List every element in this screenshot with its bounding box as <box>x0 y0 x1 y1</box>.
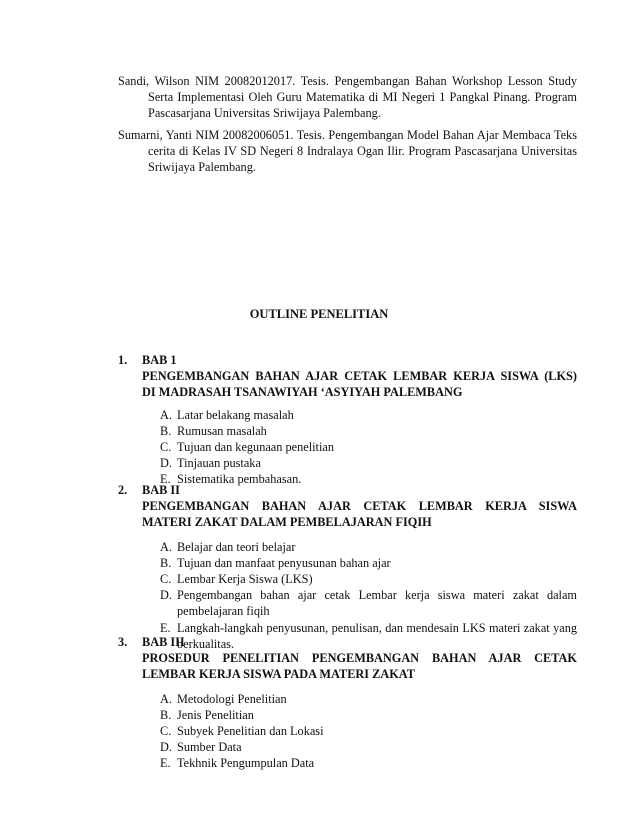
list-item <box>160 439 577 455</box>
outline-section-bab-3 <box>118 634 577 772</box>
item-text: Subyek Penelitian dan Lokasi <box>177 724 324 739</box>
item-letter: C. <box>160 724 172 739</box>
item-letter: B. <box>160 707 172 722</box>
item-letter: E. <box>160 472 171 487</box>
item-letter: E. <box>160 756 171 771</box>
item-text: Tinjauan pustaka <box>177 456 261 471</box>
item-letter: D. <box>160 740 172 755</box>
reference-entry-sandi: Sandi, Wilson NIM 20082012017. Tesis. Pengembangan Bahan Workshop Lesson Study Serta Implementasi Oleh Guru Matematika di MI Negeri 1 Pangkal Pinang. Program Pascasarjana Universitas Sriwijaya Palembang. <box>118 74 577 121</box>
section-heading-line: PENGEMBANGAN BAHAN AJAR CETAK LEMBAR KERJA SISWA (LKS) <box>142 369 577 384</box>
item-letter: E. <box>160 620 171 635</box>
item-letter: A. <box>160 407 172 422</box>
bab-label: BAB III <box>142 635 185 649</box>
section-item-list <box>160 407 577 488</box>
outline-title: OUTLINE PENELITIAN <box>249 307 389 321</box>
item-letter: B. <box>160 423 172 438</box>
list-item <box>160 539 577 555</box>
list-item <box>160 587 577 619</box>
item-letter: A. <box>160 691 172 706</box>
section-number: 3. <box>118 635 128 649</box>
list-item <box>160 571 577 587</box>
list-item <box>160 755 577 771</box>
item-text: Tujuan dan manfaat penyusunan bahan ajar <box>177 555 391 570</box>
list-item <box>160 555 577 571</box>
item-letter: D. <box>160 456 172 471</box>
item-letter: C. <box>160 440 172 455</box>
section-heading <box>142 498 577 530</box>
section-heading-line: PROSEDUR PENELITIAN PENGEMBANGAN BAHAN AJAR CETAK <box>142 651 577 666</box>
section-heading-last-line: LEMBAR KERJA SISWA PADA MATERI ZAKAT <box>142 667 415 682</box>
list-item <box>160 723 577 739</box>
item-letter: A. <box>160 539 172 554</box>
section-heading-line: PENGEMBANGAN BAHAN AJAR CETAK LEMBAR KERJA SISWA <box>142 499 577 514</box>
list-item <box>160 407 577 423</box>
item-letter: B. <box>160 555 172 570</box>
item-letter: C. <box>160 572 172 587</box>
section-number: 1. <box>118 353 128 367</box>
item-text: Latar belakang masalah <box>177 407 294 422</box>
item-text: Tekhnik Pengumpulan Data <box>177 756 315 771</box>
item-letter: D. <box>160 588 172 603</box>
item-text: Sistematika pembahasan. <box>177 472 302 487</box>
section-heading <box>142 650 577 682</box>
bab-label: BAB II <box>142 483 180 497</box>
list-item <box>160 423 577 439</box>
item-text: Jenis Penelitian <box>177 707 254 722</box>
item-text: Langkah-langkah penyusunan, penulisan, dan mendesain LKS materi zakat yang berkualitas. <box>177 620 577 651</box>
list-item <box>160 455 577 471</box>
bab-label: BAB 1 <box>142 353 177 367</box>
item-text: Lembar Kerja Siswa (LKS) <box>177 572 313 587</box>
section-item-list <box>160 691 577 772</box>
item-text: Tujuan dan kegunaan penelitian <box>177 440 334 455</box>
section-heading <box>142 368 577 400</box>
list-item <box>160 691 577 707</box>
reference-entry-sumarni: Sumarni, Yanti NIM 20082006051. Tesis. Pengembangan Model Bahan Ajar Membaca Teks cerita di Kelas IV SD Negeri 8 Indralaya Ogan Ilir. Program Pascasarjana Universitas Sriwijaya Palembang. <box>118 128 577 175</box>
outline-section-bab-2 <box>118 482 577 652</box>
item-text: Metodologi Penelitian <box>177 691 287 706</box>
section-number: 2. <box>118 483 128 497</box>
section-heading-last-line: DI MADRASAH TSANAWIYAH ‘ASYIYAH PALEMBANG <box>142 385 463 400</box>
section-heading-last-line: MATERI ZAKAT DALAM PEMBELAJARAN FIQIH <box>142 515 432 530</box>
item-text: Rumusan masalah <box>177 423 267 438</box>
item-text: Sumber Data <box>177 740 242 755</box>
list-item <box>160 707 577 723</box>
item-text: Pengembangan bahan ajar cetak Lembar kerja siswa materi zakat dalam pembelajaran fiqih <box>177 588 577 619</box>
item-text: Belajar dan teori belajar <box>177 539 296 554</box>
list-item <box>160 739 577 755</box>
outline-section-bab-1 <box>118 352 577 488</box>
